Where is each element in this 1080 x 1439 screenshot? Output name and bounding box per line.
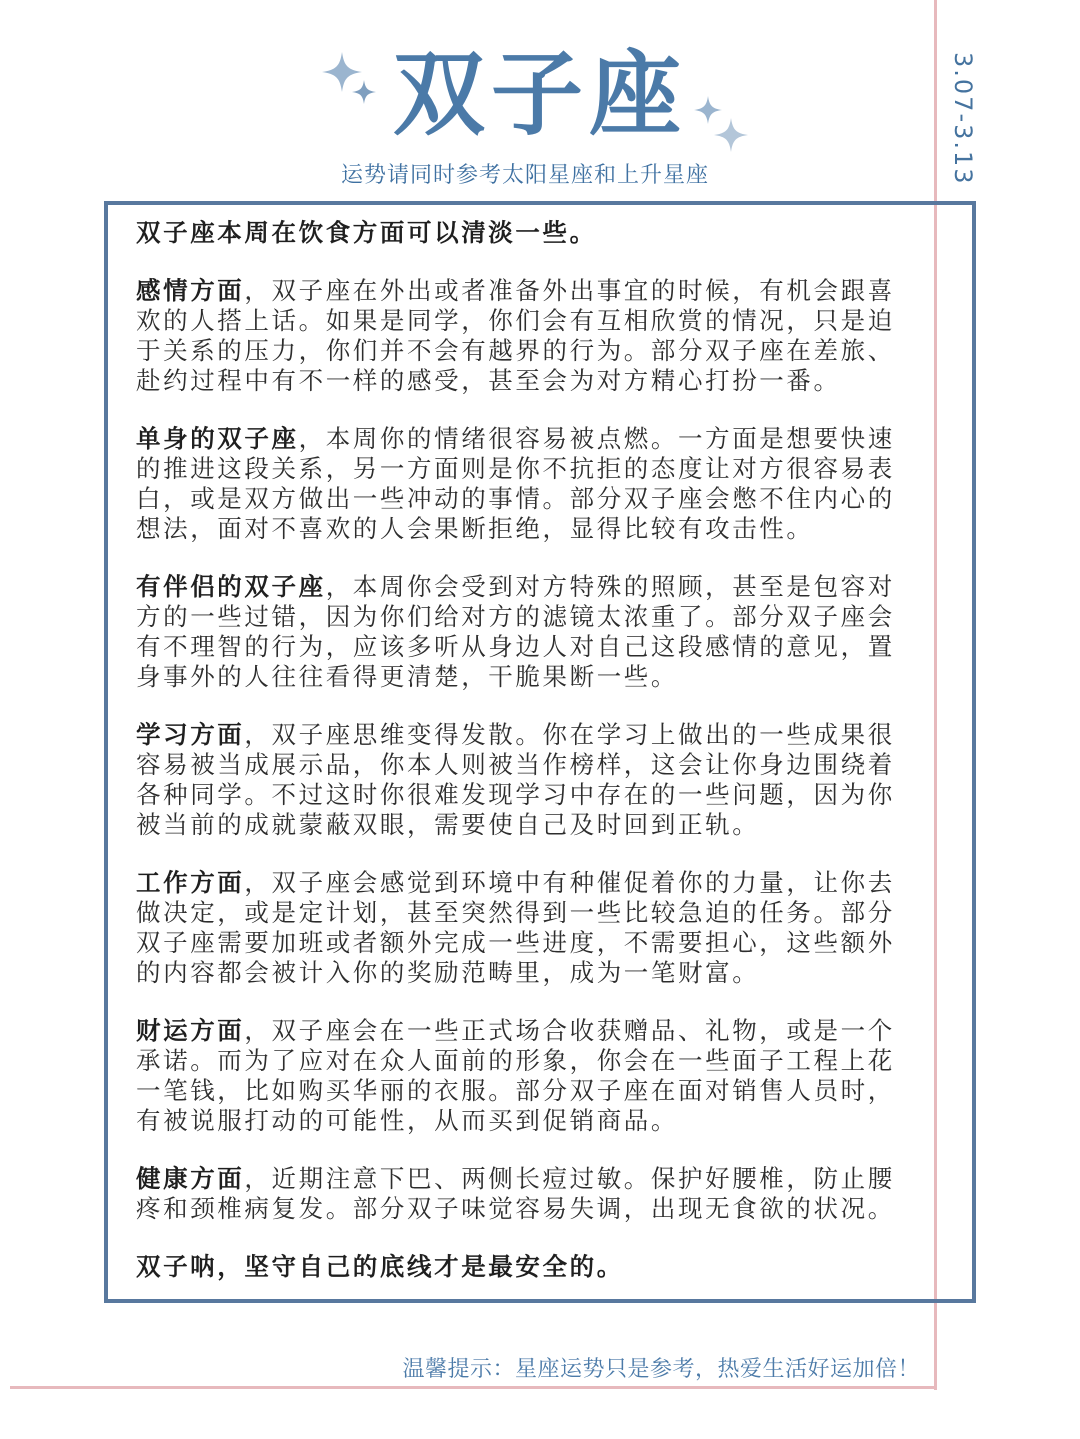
section-heading: 单身的双子座 — [136, 424, 299, 453]
sparkle-large-right-icon — [714, 118, 748, 152]
health-section — [136, 1164, 916, 1224]
love-section — [136, 276, 916, 396]
subtitle: 运势请同时参考太阳星座和上升星座 — [340, 163, 709, 188]
section-heading: 感情方面 — [136, 276, 245, 305]
section-text: ，近期注意下巴、两侧长痘过敏。保护好腰椎，防止腰疼和颈椎病复发。部分双子味觉容易失调，出现无食欲的状况。 — [136, 1164, 895, 1223]
section-heading: 有伴侣的双子座 — [136, 572, 326, 601]
section-text: ，双子座会感觉到环境中有种催促着你的力量，让你去做决定，或是定计划，甚至突然得到一些比较急迫的任务。部分双子座需要加班或者额外完成一些进度，不需要担心，这些额外的内容都会被计入你的奖励范畴里，成为一笔财富。 — [136, 868, 895, 987]
section-heading: 财运方面 — [136, 1016, 245, 1045]
horoscope-content — [136, 218, 916, 1310]
section-text: ，本周你会受到对方特殊的照顾，甚至是包容对方的一些过错，因为你们给对方的滤镜太浓重了。部分双子座会有不理智的行为，应该多听从身边人对自己这段感情的意见，置身事外的人往往看得更清楚，干脆果断一些。 — [136, 572, 895, 691]
section-text: ，双子座在外出或者准备外出事宜的时候，有机会跟喜欢的人搭上话。如果是同学，你们会有互相欣赏的情况，只是迫于关系的压力，你们并不会有越界的行为。部分双子座在差旅、赴约过程中有不一样的感受，甚至会为对方精心打扮一番。 — [136, 276, 895, 395]
date-range: 3.07-3.13 — [949, 52, 977, 186]
single-section — [136, 424, 916, 544]
wealth-section — [136, 1016, 916, 1136]
sparkle-small-left-icon — [352, 80, 376, 104]
closing-paragraph — [136, 1252, 916, 1282]
section-text: ，双子座会在一些正式场合收获赠品、礼物，或是一个承诺。而为了应对在众人面前的形象，你会在一些面子工程上花一笔钱，比如购买华丽的衣服。部分双子座在面对销售人员时，有被说服打动的可能性，从而买到促销商品。 — [136, 1016, 895, 1135]
section-heading: 工作方面 — [136, 868, 245, 897]
partnered-section — [136, 572, 916, 692]
section-text: ，双子座思维变得发散。你在学习上做出的一些成果很容易被当成展示品，你本人则被当作榜样，这会让你身边围绕着各种同学。不过这时你很难发现学习中存在的一些问题，因为你被当前的成就蒙蔽双眼，需要使自己及时回到正轨。 — [136, 720, 895, 839]
study-section — [136, 720, 916, 840]
page-title: 双子座 — [392, 41, 687, 148]
closing-text: 双子呐，坚守自己的底线才是最安全的。 — [136, 1252, 624, 1281]
footer-tip: 温馨提示：星座运势只是参考，热爱生活好运加倍！ — [402, 1357, 920, 1382]
pink-horizontal-rule — [10, 1386, 937, 1389]
section-heading: 健康方面 — [136, 1164, 245, 1193]
intro-paragraph — [136, 218, 916, 248]
section-text: ，本周你的情绪很容易被点燃。一方面是想要快速的推进这段关系，另一方面则是你不抗拒的态度让对方很容易表白，或是双方做出一些冲动的事情。部分双子座会憋不住内心的想法，面对不喜欢的人会果断拒绝，显得比较有攻击性。 — [136, 424, 895, 543]
intro-text: 双子座本周在饮食方面可以清淡一些。 — [136, 218, 597, 247]
work-section — [136, 868, 916, 988]
section-heading: 学习方面 — [136, 720, 245, 749]
